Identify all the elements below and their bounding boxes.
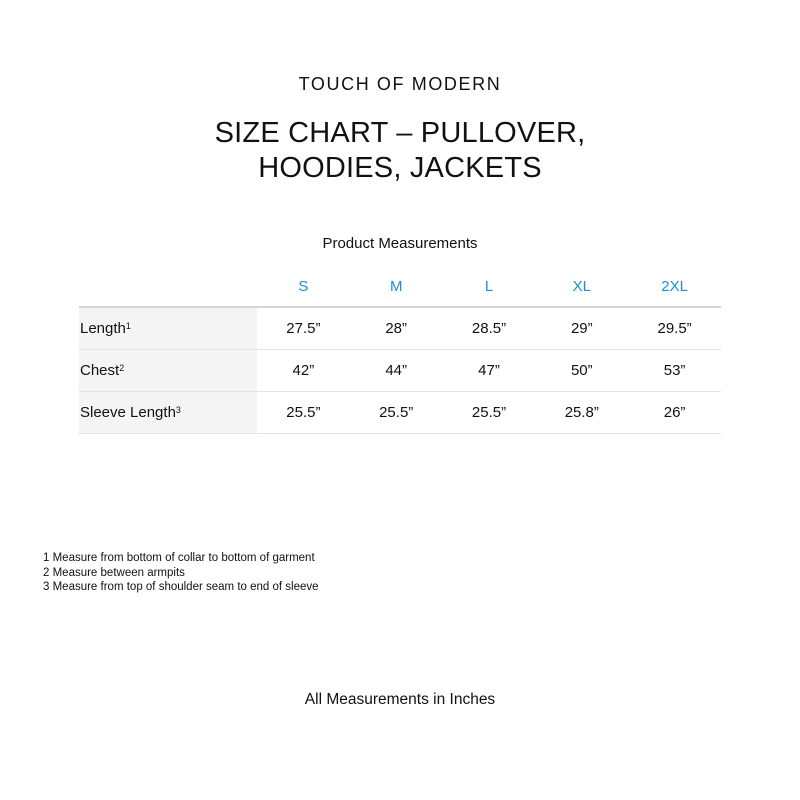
table-cell: 27.5”	[257, 307, 350, 350]
page-title	[0, 116, 800, 186]
table-cell: 25.5”	[350, 392, 443, 434]
table-cell: 47”	[443, 350, 536, 392]
footnote-3: 3 Measure from top of shoulder seam to end of sleeve	[43, 581, 319, 593]
column-header-empty	[79, 266, 257, 307]
table-cell: 28.5”	[443, 307, 536, 350]
row-label-sleeve-length	[79, 392, 257, 434]
table-row-chest	[79, 350, 721, 392]
table-header-row	[79, 266, 721, 307]
table-cell: 29”	[535, 307, 628, 350]
table-cell: 29.5”	[628, 307, 721, 350]
table-cell: 26”	[628, 392, 721, 434]
footnote-marker: 3	[175, 405, 181, 415]
footnotes	[43, 551, 319, 595]
size-chart-table	[79, 266, 721, 434]
page-title-line-1: SIZE CHART – PULLOVER,	[214, 117, 586, 149]
table-caption: Product Measurements	[322, 235, 478, 252]
row-label-text: Sleeve Length	[80, 404, 176, 421]
units-note: All Measurements in Inches	[304, 691, 496, 708]
row-label-chest	[79, 350, 257, 392]
row-label-text: Length	[80, 320, 126, 337]
table-cell: 25.5”	[257, 392, 350, 434]
row-label-text: Chest	[80, 362, 120, 379]
footnote-marker: 2	[119, 363, 125, 373]
page-title-line-2: HOODIES, JACKETS	[258, 152, 542, 184]
table-cell: 50”	[535, 350, 628, 392]
row-label-length	[79, 307, 257, 350]
column-header-m: M	[350, 266, 443, 307]
table-cell: 42”	[257, 350, 350, 392]
table-cell: 25.8”	[535, 392, 628, 434]
footnote-2: 2 Measure between armpits	[43, 566, 185, 579]
column-header-xl: XL	[535, 266, 628, 307]
table-row-length	[79, 307, 721, 350]
table-cell: 25.5”	[443, 392, 536, 434]
table-cell: 44”	[350, 350, 443, 392]
column-header-l: L	[443, 266, 536, 307]
size-chart-table-container	[79, 266, 721, 434]
column-header-2xl: 2XL	[628, 266, 721, 307]
brand-logo-text: TOUCH OF MODERN	[298, 74, 502, 94]
footnote-marker: 1	[125, 321, 131, 331]
table-row-sleeve-length	[79, 392, 721, 434]
column-header-s: S	[257, 266, 350, 307]
table-cell: 28”	[350, 307, 443, 350]
footnote-1: 1 Measure from bottom of collar to bottom of garment	[43, 552, 315, 564]
table-cell: 53”	[628, 350, 721, 392]
